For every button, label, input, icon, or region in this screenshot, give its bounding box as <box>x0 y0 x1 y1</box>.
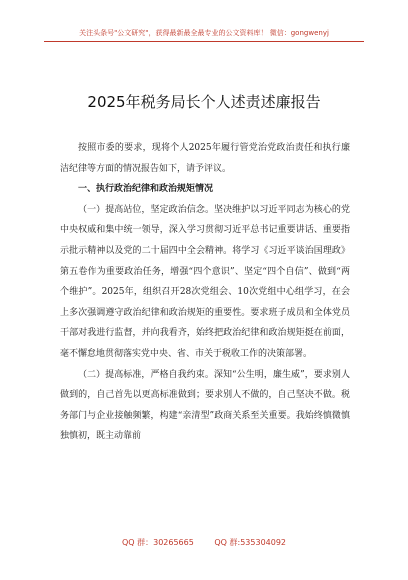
document-body <box>60 138 350 447</box>
header-banner: 关注头条号"公文研究"，获得最新最全最专业的公文资料库！ 微信：gongwenyj <box>79 29 329 37</box>
footer-contacts <box>0 537 408 548</box>
paragraph-2: （二）提高标准，严格自我约束。深知“公生明，廉生威”，要求别人做到的，自己首先以更高标准做到；要求别人不做的，自己坚决不做。税务部门与企业接触频繁，构建“亲清型”政商关系至关重要。我始终慎微慎独慎初，既主动靠前 <box>60 369 350 442</box>
footer-qq-group-2: QQ 群:535304092 <box>214 538 287 547</box>
intro-paragraph: 按照市委的要求，现将个人2025年履行管党治党政治责任和执行廉洁纪律等方面的情况报告如下，请予评议。 <box>60 143 350 174</box>
document-title: 2025年税务局长个人述责述廉报告 <box>87 93 321 111</box>
header-divider <box>44 41 364 42</box>
paragraph-1: （一）提高站位，坚定政治信念。坚决维护以习近平同志为核心的党中央权威和集中统一领导，深入学习贯彻习近平总书记重要讲话、重要指示批示精神以及党的二十届四中全会精神。将学习《习近平谈治国理政》第五卷作为重要政治任务，增强“四个意识”、坚定“四个自信”、做到“两个维护”。2025年，组织召开28次党组会、10次党组中心组学习，在会上多次强调遵守政治纪律和政治规矩的重要性。要求班子成员和全体党员干部对我进行监督，并向我看齐，始终把政治纪律和政治规矩挺在前面，毫不懈怠地贯彻落实党中央、省、市关于税收工作的决策部署。 <box>60 204 350 359</box>
section-heading: 一、执行政治纪律和政治规矩情况 <box>78 184 214 195</box>
footer-qq-group-1: QQ 群：30265665 <box>121 538 194 547</box>
